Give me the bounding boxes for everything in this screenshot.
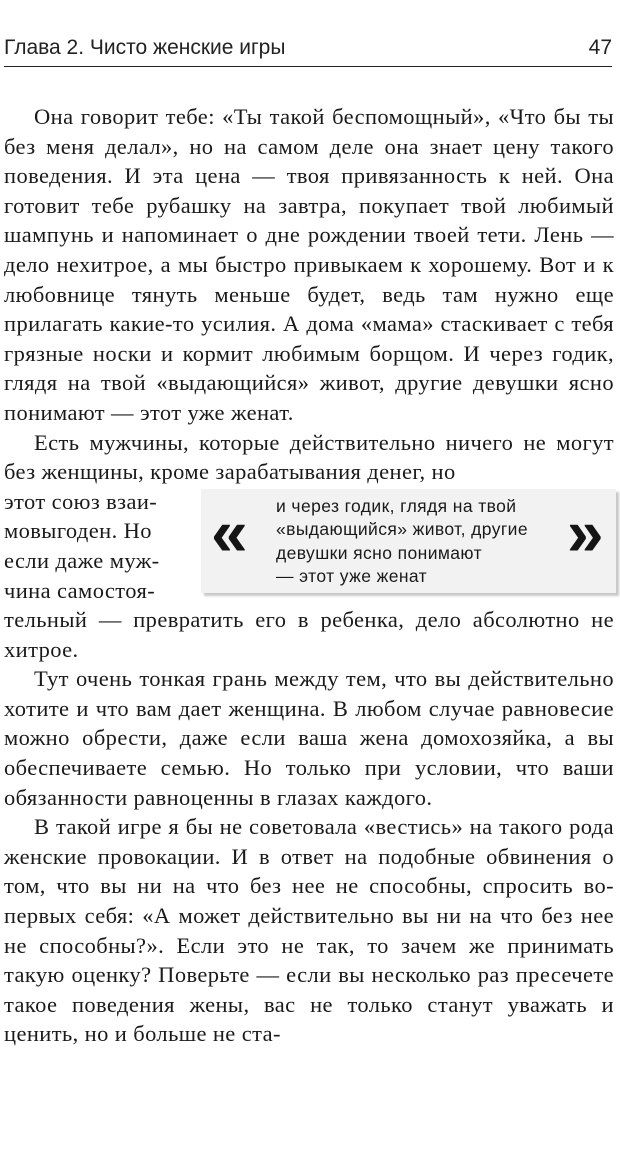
wrapped-line: мовыгоден. Но [4,518,152,544]
paragraph-2-end: тельный — превратить его в ребенка, дело абсолютно не хитрое. [4,607,614,662]
chapter-title: Глава 2. Чисто женские игры [4,36,286,59]
body-text [4,102,614,1049]
wrapped-line: чина самостоя- [4,577,156,603]
paragraph-2-start: Есть мужчины, которые действительно ничего не могут без женщины, кроме зарабатывания денег, но [4,429,614,485]
pullquote-box [201,489,616,593]
paragraph-4: В такой игре я бы не советовала «вестись» на такого рода женские провокации. И в ответ на подобные обвинения о том, что вы ни на что без нее не способны, спросить во-первых себя: «А может действительно вы ни на что без нее не способны?». Если это не так, то зачем же принимать такую оценку? Поверьте — если вы несколько раз пресечете такое поведения жены, вас не только станут уважать и ценить, но и больше не ста- [4,814,614,1047]
open-quote-mark: « [211,494,249,569]
wrapped-line: этот союз взаи- [4,488,158,514]
pullquote-line: «выдающийся» живот, другие [276,519,528,540]
pullquote-line: девушки ясно понимают [276,542,482,563]
wrapped-text-column [4,487,179,605]
pullquote-text [276,495,551,589]
paragraph-1: Она говорит тебе: «Ты такой беспомощный», «Что бы ты без меня делал», но на самом деле она знает цену такого поведения. И эта цена — твоя привязанность к ней. Она готовит тебе рубашку на завтра, покупает твой любимый шампунь и напоминает о дне рождении твоей тети. Лень — дело нехитрое, а мы быстро привыкаем к хорошему. Вот и к любовнице тянуть меньше будет, ведь там нужно еще прилагать какие-то усилия. А дома «мама» стаскивает с тебя грязные носки и кормит любимым борщом. И через годик, глядя на твой «выдающийся» живот, другие девушки ясно понимают — этот уже женат. [4,104,614,425]
paragraph-3: Тут очень тонкая грань между тем, что вы действительно хотите и что вам дает женщина. В любом случае равновесие можно обрести, даже если ваша жена домохозяйка, а вы обеспечиваете семью. Но только при условии, что ваши обязанности равноценны в глазах каждого. [4,666,614,810]
close-quote-mark: » [566,494,604,569]
pullquote-line: и через годик, глядя на твой [276,495,517,516]
wrapped-line: если даже муж- [4,547,160,573]
pullquote-line: — этот уже женат [276,566,428,587]
running-header [4,34,612,67]
pullquote-wrap-area [4,487,614,605]
page-number: 47 [588,36,612,59]
